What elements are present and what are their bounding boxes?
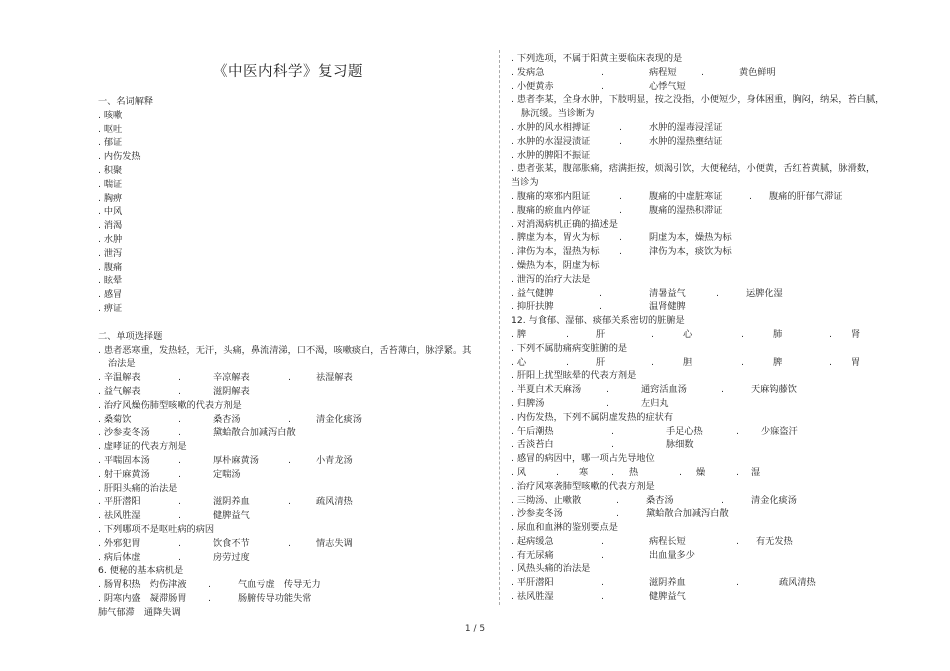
option-text: . 半夏白术天麻汤 — [511, 384, 582, 396]
term-item: . 痹证 — [98, 302, 123, 314]
page-number: 1 / 5 — [464, 624, 486, 634]
option-row — [98, 454, 478, 468]
option-text: . 水肿的风水相搏证 — [511, 121, 591, 133]
option-text: 心 — [683, 328, 693, 340]
option-text: 运脾化湿 — [746, 287, 783, 299]
option-text: 出血量多少 — [649, 549, 695, 561]
option-text: . — [178, 385, 181, 397]
option-text: . — [619, 121, 622, 133]
option-text: . — [611, 466, 614, 478]
option-text: 肠腑传导功能失常 — [238, 592, 312, 604]
term-item: . 胸痹 — [98, 192, 123, 204]
option-row — [511, 383, 941, 397]
option-text: . — [208, 592, 211, 604]
option-text: . 平肝潜阳 — [98, 496, 141, 508]
option-text: . 病后体虚 — [98, 551, 141, 563]
section-heading: 二、单项选择题 — [98, 330, 163, 342]
term-item: . 内伤发热 — [98, 151, 141, 163]
option-text: 腹痛的中虚脏寒证 — [649, 190, 723, 202]
term-item: . 呕吐 — [98, 123, 123, 135]
option-text: 疏风清热 — [316, 496, 353, 508]
question-stem: . 治疗风寒袭肺型咳嗽的代表方剂是 — [511, 480, 655, 492]
option-text: . 沙参麦冬汤 — [98, 427, 150, 439]
option-text: . — [601, 577, 604, 589]
option-text: . — [601, 80, 604, 92]
option-text: 辛凉解表 — [213, 372, 250, 384]
option-text: . — [601, 66, 604, 78]
option-text: . 抑肝扶脾 — [511, 301, 554, 313]
option-text: . 午后潮热 — [511, 425, 554, 437]
option-text: . 腹痛的瘀血内停证 — [511, 204, 591, 216]
option-text: . — [178, 413, 181, 425]
option-row — [511, 287, 941, 301]
option-text: . 沙参麦冬汤 — [511, 508, 563, 520]
question-stem: . 风热头痛的治法是 — [511, 563, 591, 575]
option-row — [511, 494, 941, 508]
option-row — [98, 578, 478, 592]
option-text: . — [619, 190, 622, 202]
option-text: . — [716, 287, 719, 299]
option-text: 房劳过度 — [213, 551, 250, 563]
question-stem: 12. 与食郁、湿郁、痰郁关系密切的脏腑是 — [511, 315, 685, 327]
right-column — [511, 52, 941, 604]
option-row — [511, 190, 941, 204]
option-text: 肝 — [596, 356, 606, 368]
option-text: . — [721, 494, 724, 506]
option-row — [511, 535, 941, 549]
question-stem: . 下列哪项不是呕吐病的病因 — [98, 523, 215, 535]
option-row — [511, 425, 941, 439]
option-text: 黛蛤散合加减泻白散 — [213, 427, 296, 439]
option-text: 脉细数 — [666, 439, 694, 451]
option-text: 手足心热 — [666, 425, 703, 437]
option-text: . — [288, 372, 291, 384]
option-row — [98, 551, 478, 565]
option-text: . 桑菊饮 — [98, 413, 132, 425]
option-text: 情志失调 — [316, 537, 353, 549]
option-text: 通窍活血汤 — [641, 384, 687, 396]
section-heading: 一、名词解释 — [98, 96, 154, 107]
option-text: 左归丸 — [641, 397, 669, 409]
option-text: . 水肿的脾阳不振证 — [511, 149, 591, 161]
option-text: . 辛温解表 — [98, 372, 141, 384]
option-text: . 平肝潜阳 — [511, 577, 554, 589]
option-text: . — [749, 190, 752, 202]
question-stem: . 肝阳上扰型眩晕的代表方剂是 — [511, 370, 637, 382]
option-text: . — [606, 384, 609, 396]
option-text: . — [178, 454, 181, 466]
question-stem: . 治疗风燥伤肺型咳嗽的代表方剂是 — [98, 399, 242, 411]
option-text: 健脾益气 — [649, 591, 686, 603]
option-row — [98, 426, 478, 440]
option-text: 水肿的湿热壅结证 — [649, 135, 723, 147]
option-row: 肺气郁滞 通降失调 — [98, 606, 181, 618]
option-text: . — [599, 287, 602, 299]
option-text: 滋阴解表 — [213, 385, 250, 397]
option-row — [511, 231, 941, 245]
option-text: . 阴寒内盛 凝滞肠胃 — [98, 592, 187, 604]
term-item: . 眩晕 — [98, 275, 123, 287]
question-stem: . 下列选项，不属于阳黄主要临床表现的是 — [511, 53, 683, 64]
option-text: . — [619, 232, 622, 244]
option-text: 肝 — [596, 328, 606, 340]
option-text: 小青龙汤 — [316, 454, 353, 466]
option-row — [511, 466, 941, 480]
question-stem: . 患者恶寒重，发热轻，无汗，头痛，鼻流清涕，口不渴，咳嗽痰白，舌苔薄白，脉浮紧。其 — [98, 344, 472, 356]
option-row — [98, 509, 478, 523]
question-stem: . 对消渴病机正确的描述是 — [511, 218, 618, 230]
option-text: 少寐盗汗 — [761, 425, 798, 437]
option-row — [511, 121, 941, 135]
option-text: . 腹痛的寒邪内阻证 — [511, 190, 591, 202]
question-stem: 治法是 — [108, 358, 136, 370]
option-row — [98, 468, 478, 482]
option-row — [511, 356, 941, 370]
option-text: 湿 — [751, 466, 761, 478]
left-questions — [98, 344, 478, 620]
term-item: . 消渴 — [98, 220, 123, 232]
option-text: . 脾 — [511, 328, 527, 340]
option-text: . — [741, 328, 744, 340]
option-text: 水肿的湿毒浸淫证 — [649, 121, 723, 133]
option-row — [98, 413, 478, 427]
option-text: . — [599, 301, 602, 313]
option-text: . — [701, 66, 704, 78]
option-text: . — [288, 537, 291, 549]
option-text: . 归脾汤 — [511, 397, 545, 409]
column-divider — [499, 50, 500, 605]
option-text: . — [178, 537, 181, 549]
term-item: . 泄泻 — [98, 247, 123, 259]
option-text: . 发病急 — [511, 66, 545, 78]
option-text: . — [556, 466, 559, 478]
option-text: . — [736, 535, 739, 547]
option-text: . — [288, 413, 291, 425]
option-text: . 外邪犯胃 — [98, 537, 141, 549]
option-text: 黛蛤散合加减泻白散 — [646, 508, 729, 520]
option-text: . 肠胃积热 灼伤津液 — [98, 579, 187, 591]
term-item: . 水肿 — [98, 233, 123, 245]
option-row — [511, 300, 941, 314]
option-text: 肺 — [773, 328, 783, 340]
option-text: 滋阴养血 — [649, 577, 686, 589]
option-row — [511, 259, 941, 273]
terms-list — [98, 109, 478, 316]
question-stem: . 内伤发热，下列不属阴虚发热的症状有 — [511, 411, 674, 423]
question-stem: . 泄泻的治疗大法是 — [511, 273, 591, 285]
option-text: . — [829, 356, 832, 368]
term-item: . 中风 — [98, 206, 123, 218]
option-text: 饮食不节 — [213, 537, 250, 549]
option-text: 温肾健脾 — [649, 301, 686, 313]
option-text: . 水肿的水湿浸渍证 — [511, 135, 591, 147]
option-text: . — [616, 494, 619, 506]
option-text: 胃 — [851, 356, 861, 368]
option-text: . — [616, 508, 619, 520]
option-text: . 脾虚为本，胃火为标 — [511, 232, 600, 244]
question-stem: . 尿血和血淋的鉴别要点是 — [511, 522, 618, 534]
question-stem: . 虚哮证的代表方剂是 — [98, 441, 187, 453]
option-text: . — [288, 496, 291, 508]
option-text: . — [288, 454, 291, 466]
option-text: 天麻钩藤饮 — [751, 384, 797, 396]
question-stem: . 感冒的病因中，哪一项占先导地位 — [511, 453, 655, 465]
option-text: 气血亏虚 传导无力 — [238, 579, 321, 591]
question-stem: 脉沉缓。当诊断为 — [521, 108, 595, 120]
question-stem: . 患者张某，腹部胀痛，痞满拒按，烦渴引饮，大便秘结，小便黄，舌红苔黄腻，脉滑数， — [511, 163, 876, 175]
option-text: 桑杏汤 — [646, 494, 674, 506]
term-item: . 郁证 — [98, 137, 123, 149]
option-text: 祛湿解表 — [316, 372, 353, 384]
option-text: 健脾益气 — [213, 510, 250, 522]
term-item: . 感冒 — [98, 289, 123, 301]
option-row — [511, 507, 941, 521]
option-row — [511, 438, 941, 452]
option-text: 脾 — [773, 356, 783, 368]
option-row — [511, 204, 941, 218]
option-text: 桑杏汤 — [213, 413, 241, 425]
question-stem: 当诊为 — [511, 177, 539, 189]
option-text: . 小便黄赤 — [511, 80, 554, 92]
term-item: . 积聚 — [98, 164, 123, 176]
option-text: . — [736, 577, 739, 589]
option-row — [98, 371, 478, 385]
question-stem: . 患者李某，全身水肿，下肢明显，按之没指，小便短少，身体困重，胸闷，纳呆，苔白腻， — [511, 94, 885, 106]
option-text: . 津伤为本，湿热为标 — [511, 246, 600, 258]
term-item: . 喘证 — [98, 178, 123, 190]
option-row — [511, 576, 941, 590]
question-stem: . 下列不属肋痛病变脏腑的是 — [511, 342, 628, 354]
option-text: . — [178, 468, 181, 480]
option-text: . — [619, 246, 622, 258]
option-text: 疏风清热 — [779, 577, 816, 589]
option-text: . 平喘固本汤 — [98, 454, 150, 466]
option-text: 津伤为本，痰饮为标 — [649, 246, 732, 258]
option-text: . 益气健脾 — [511, 287, 554, 299]
option-text: . 三拗汤、止嗽散 — [511, 494, 582, 506]
option-text: 腹痛的湿热积滞证 — [649, 204, 723, 216]
option-text: . — [601, 535, 604, 547]
option-text: . 心 — [511, 356, 527, 368]
option-row — [511, 66, 941, 80]
option-row — [511, 80, 941, 94]
option-text: . 祛风胜湿 — [98, 510, 141, 522]
option-text: 有无发热 — [756, 535, 793, 547]
term-item: . 腹痛 — [98, 261, 123, 273]
option-text: . 祛风胜湿 — [511, 591, 554, 603]
option-row — [511, 149, 941, 163]
option-text: . 起病缓急 — [511, 535, 554, 547]
option-text: 寒 — [579, 466, 589, 478]
question-stem: . 肝阳头痛的治法是 — [98, 482, 178, 494]
option-row — [98, 385, 478, 399]
option-text: . — [566, 356, 569, 368]
option-text: . — [611, 439, 614, 451]
option-text: 清暑益气 — [649, 287, 686, 299]
option-text: . — [829, 328, 832, 340]
right-questions — [511, 52, 941, 604]
option-text: . 有无尿痛 — [511, 549, 554, 561]
option-text: 胆 — [683, 356, 693, 368]
option-text: . — [619, 135, 622, 147]
option-text: . — [178, 372, 181, 384]
option-text: 病程长短 — [649, 535, 686, 547]
question-stem: 6. 便秘的基本病机是 — [98, 565, 184, 577]
option-text: 厚朴麻黄汤 — [213, 454, 259, 466]
option-text: . — [736, 466, 739, 478]
option-text: . — [741, 356, 744, 368]
page-title: 《中医内科学》复习题 — [213, 64, 363, 80]
option-text: 黄色鲜明 — [739, 66, 776, 78]
option-text: 病程短 — [649, 66, 677, 78]
option-text: 燥 — [696, 466, 706, 478]
option-text: . — [601, 591, 604, 603]
option-text: 热 — [629, 466, 639, 478]
option-text: . — [721, 384, 724, 396]
option-text: . — [601, 549, 604, 561]
option-row — [98, 537, 478, 551]
option-text: . — [651, 356, 654, 368]
option-text: 定喘汤 — [213, 468, 241, 480]
option-text: . — [208, 579, 211, 591]
option-row — [511, 135, 941, 149]
option-text: . — [736, 425, 739, 437]
option-row — [511, 245, 941, 259]
option-text: 清金化痰汤 — [316, 413, 362, 425]
option-text: . 益气解表 — [98, 385, 141, 397]
left-column — [98, 58, 478, 619]
option-row — [511, 549, 941, 563]
option-row — [511, 328, 941, 342]
option-text: . 射干麻黄汤 — [98, 468, 150, 480]
option-text: . 燥热为本，阴虚为标 — [511, 259, 600, 271]
option-text: . — [651, 328, 654, 340]
option-text: . — [606, 397, 609, 409]
option-text: . — [178, 496, 181, 508]
option-text: 滋阴养血 — [213, 496, 250, 508]
option-text: . 风 — [511, 466, 527, 478]
option-text: . — [679, 466, 682, 478]
option-text: 肾 — [851, 328, 861, 340]
option-text: 心悸气短 — [649, 80, 686, 92]
option-row — [511, 590, 941, 604]
option-text: . — [178, 510, 181, 522]
option-text: . — [178, 551, 181, 563]
option-text: 清金化痰汤 — [751, 494, 797, 506]
option-text: . — [611, 425, 614, 437]
option-text: . — [178, 427, 181, 439]
option-text: 腹痛的肝郁气滞证 — [769, 190, 843, 202]
option-row — [98, 495, 478, 509]
option-text: . — [619, 204, 622, 216]
option-row — [98, 592, 478, 606]
option-text: . 舌淡苔白 — [511, 439, 554, 451]
term-item: . 咳嗽 — [98, 109, 123, 121]
option-text: . — [566, 328, 569, 340]
option-row — [511, 397, 941, 411]
option-text: 阴虚为本，燥热为标 — [649, 232, 732, 244]
